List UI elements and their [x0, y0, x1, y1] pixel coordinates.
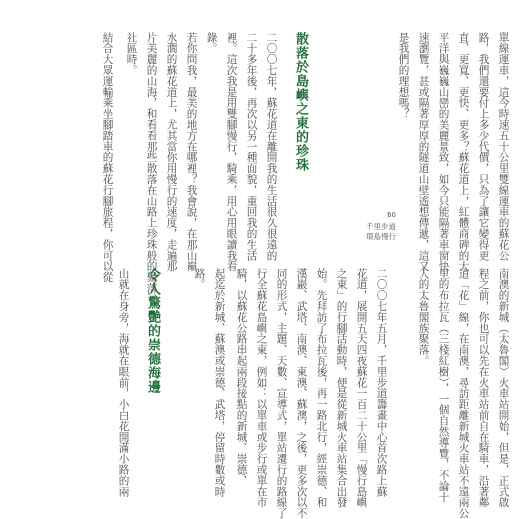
text-column: 之東」的行腳活動時，便是從新城火車站集合出發	[335, 268, 348, 508]
text-column: 山就在身旁，海就在眼前，小白花開滿小路的兩	[117, 268, 130, 497]
text-column: 若你問我，最美的地方在哪裡？我會說，在那山巔	[185, 32, 198, 272]
text-column: 始。先拜訪了布拉瓦後，再一路北行，經崇德、和	[315, 268, 328, 508]
chapter-title: 環島慢行	[366, 231, 396, 241]
book-title: 千里步道	[366, 222, 396, 231]
text-column: 單線運車，這今時速五十公里雙線運車的蘇花公	[497, 32, 510, 261]
section-heading: 令人驚艷的崇德海邊	[145, 268, 160, 394]
text-column: 道「花」線，在南澳，尋訪距離新城火車站不遠兩公	[457, 268, 470, 519]
section-heading: 散落於島嶼之東的珍珠	[293, 32, 308, 172]
text-column: 路，我們還要付上多少代價，只為了讓它變得更	[477, 32, 490, 261]
text-column: 同的形式，主題、天數、宣導式，單站遷行的路線了	[275, 268, 288, 519]
page-number: 60	[387, 211, 396, 219]
text-column: 片美麗的山海，和看看那些散落在山路上珍珠般的聚落、	[145, 32, 158, 305]
text-column: 路。	[193, 268, 206, 290]
text-column: 錄。	[205, 32, 218, 54]
text-column: 人的太魯閣族聚落。	[417, 268, 430, 367]
text-column: 程之前，你也可以先在火車站前自在騎車，沿著鄰	[477, 268, 490, 508]
text-column: 直、更寬、更快、更多？蘇花道上，紅體商碑的大	[457, 32, 470, 272]
running-head	[366, 211, 396, 242]
text-column: 里的布拉瓦（三棧紅樹），一個自然導覽，不論十	[437, 268, 450, 503]
text-column: 起迄於新城、蘇澳或崇德、武塔，停留時數或時	[213, 268, 226, 497]
text-column: 結合大眾運輸乘坐腳踏車的蘇花行腳旅程，你可以從	[101, 32, 114, 283]
text-column: 南澳的新城（太魯閣）火車站開始，但是，正式啟	[497, 268, 510, 508]
text-column: 二〇〇七年五月，千里步道籌畫中心首次路上蘇	[375, 268, 388, 497]
text-column: 是我們的理想嗎？	[397, 32, 410, 120]
text-column: 二十多年後，再次以另一種面貌，重回我的生活	[245, 32, 258, 261]
text-column: 平洋與巍巍山巒的美麗景致，如今只能隔著車窗快	[437, 32, 450, 272]
text-column: 社區時。	[125, 32, 138, 76]
text-column: 行全蘇花島嶼之東，例如：以單車或步行或單在市	[255, 268, 268, 508]
text-column: 二〇〇七年，蘇花道在離開我的生活很久很遠的	[265, 32, 278, 261]
text-column: 裡。這次我是用雙腳慢行，騎乘，用心用眼讀我看	[225, 32, 238, 272]
text-column: 花道，展開五天四夜蘇花一百二十公里「慢行島嶼	[355, 268, 368, 508]
text-column: 漢巖、武塔、南澳、東澳、蘇澳，之後，更多次以不	[295, 268, 308, 519]
text-column: 速瀏覽，甚或隔著厚厚的隧道山壁遙想傳遞，這又	[417, 32, 430, 272]
text-column: 水澗的蘇花道上，尤其當你用慢行的速度，走遍那	[165, 32, 178, 272]
text-column: 騎，以蘇花公路串起兩段接點的新城、崇德、	[235, 268, 248, 486]
